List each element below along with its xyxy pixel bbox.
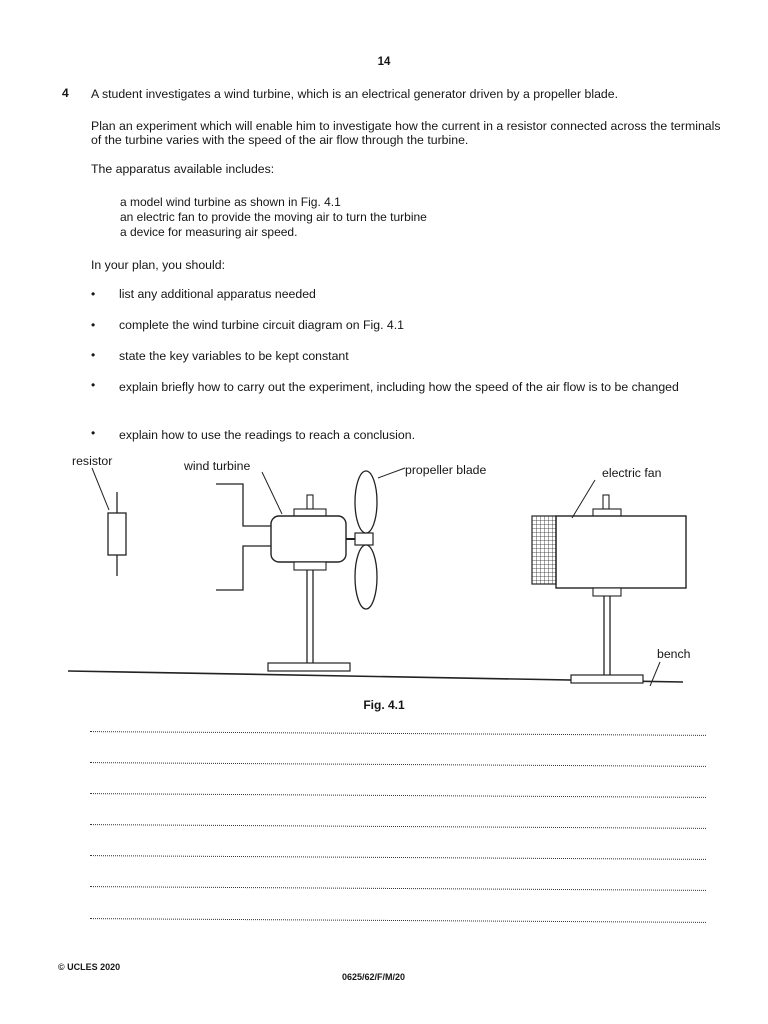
bullet-marker: • xyxy=(91,426,96,440)
bullet-item: explain how to use the readings to reach a conclusion. xyxy=(119,428,415,442)
bullet-item: explain briefly how to carry out the experiment, including how the speed of the air flow is to be changed xyxy=(119,380,679,394)
bullet-item: complete the wind turbine circuit diagram on Fig. 4.1 xyxy=(119,318,405,332)
label-bench: bench xyxy=(657,647,691,661)
footer-copyright: © UCLES 2020 xyxy=(58,962,121,972)
question-number: 4 xyxy=(62,86,69,100)
question-plan: Plan an experiment which will enable him to investigate how the current in a resistor connected across the terminals of the turbine varies with the speed of the air flow through the turbine. xyxy=(91,119,721,147)
bullet-item: state the key variables to be kept constant xyxy=(119,349,349,363)
apparatus-item: a model wind turbine as shown in Fig. 4.1 xyxy=(120,195,341,209)
apparatus-list xyxy=(120,195,427,240)
label-electric-fan: electric fan xyxy=(602,466,662,480)
label-wind-turbine: wind turbine xyxy=(184,459,251,473)
bullet-marker: • xyxy=(91,348,96,362)
figure-caption: Fig. 4.1 xyxy=(363,698,405,712)
apparatus-item: an electric fan to provide the moving air to turn the turbine xyxy=(120,210,427,224)
answer-line[interactable] xyxy=(90,886,706,891)
answer-line[interactable] xyxy=(90,824,706,829)
answer-line[interactable] xyxy=(90,793,706,798)
bullet-item: list any additional apparatus needed xyxy=(119,287,316,301)
bullet-marker: • xyxy=(91,318,96,332)
apparatus-item: a device for measuring air speed. xyxy=(120,225,298,239)
answer-line[interactable] xyxy=(90,762,706,767)
bullet-marker: • xyxy=(91,378,96,392)
answer-line[interactable] xyxy=(90,855,706,860)
question-intro: A student investigates a wind turbine, which is an electrical generator driven by a propeller blade. xyxy=(91,87,619,101)
wind-turbine-drawing xyxy=(216,468,405,671)
label-resistor: resistor xyxy=(72,454,113,468)
footer-paper-code: 0625/62/F/M/20 xyxy=(342,972,406,982)
label-propeller-blade: propeller blade xyxy=(405,463,487,477)
answer-line[interactable] xyxy=(90,731,706,736)
resistor-symbol xyxy=(92,468,126,576)
bullet-marker: • xyxy=(91,287,96,301)
apparatus-heading: The apparatus available includes: xyxy=(91,162,275,176)
page-number: 14 xyxy=(377,56,391,68)
plan-heading: In your plan, you should: xyxy=(91,258,225,272)
answer-line[interactable] xyxy=(90,918,706,923)
